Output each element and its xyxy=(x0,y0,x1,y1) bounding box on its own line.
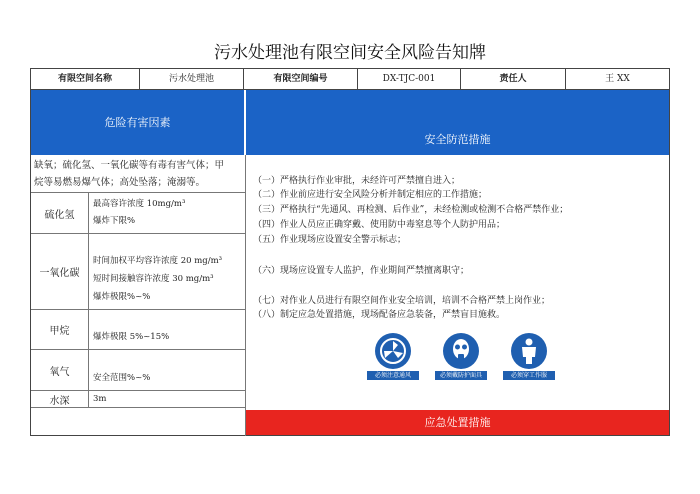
measures-heading: 安全防范措施 xyxy=(424,133,491,146)
space-name-value: 污水处理池 xyxy=(140,69,244,89)
workwear-sign xyxy=(503,333,555,380)
hazard-value: 时间加权平均容许浓度 20 mg/m³ xyxy=(93,256,223,266)
sign-label: 必须戴防护面具 xyxy=(435,371,487,380)
summary-line-1: 缺氧；硫化氢、一氧化碳等有毒有害气体；甲 xyxy=(34,160,225,171)
mask-sign xyxy=(435,333,487,380)
header-row xyxy=(31,69,669,90)
hazard-value: 3m xyxy=(93,394,107,404)
hazard-row xyxy=(31,234,245,310)
emergency-heading: 应急处置措施 xyxy=(246,410,669,435)
sign-label: 必须注意通风 xyxy=(367,371,419,380)
hazard-row xyxy=(31,350,245,391)
column-divider xyxy=(245,155,246,436)
summary-line-2: 烷等易燃易爆气体；高处坠落；淹溺等。 xyxy=(34,177,206,188)
measure-item: （三）严格执行“先通风、再检测、后作业”，未经检测或检测不合格严禁作业； xyxy=(253,205,569,215)
hazard-row xyxy=(31,193,245,234)
hazard-row xyxy=(31,391,245,408)
hazard-name: 氧气 xyxy=(31,350,89,390)
measure-item: （八）制定应急处置措施，现场配备应急装备，严禁盲目施救。 xyxy=(253,310,506,320)
hazard-summary xyxy=(31,155,245,193)
risk-notice-table xyxy=(30,68,670,436)
space-code-value: DX-TJC-001 xyxy=(358,69,461,89)
measure-item: （七）对作业人员进行有限空间作业安全培训，培训不合格严禁上岗作业； xyxy=(253,296,551,306)
gas-mask-icon xyxy=(443,333,479,369)
page-title: 污水处理池有限空间安全风险告知牌 xyxy=(214,43,486,63)
hazard-value: 安全范围%~% xyxy=(93,373,151,383)
hazard-row xyxy=(31,310,245,350)
space-code-label: 有限空间编号 xyxy=(244,69,358,89)
owner-label: 责任人 xyxy=(461,69,566,89)
measure-item: （一）严格执行作业审批，未经许可严禁擅自进入； xyxy=(253,176,461,186)
hazard-name: 甲烷 xyxy=(31,310,89,349)
ventilation-fan-icon xyxy=(375,333,411,369)
measure-item: （二）作业前应进行安全风险分析并制定相应的工作措施； xyxy=(253,190,488,200)
sign-label: 必须穿工作服 xyxy=(503,371,555,380)
measures-heading-block xyxy=(246,90,669,155)
owner-value: 王 XX xyxy=(605,74,630,84)
hazard-value: 爆炸极限%~% xyxy=(93,292,151,302)
hazards-heading: 危险有害因素 xyxy=(31,90,244,155)
hazard-value: 爆炸下限% xyxy=(93,216,136,226)
measure-item: （五）作业现场应设置安全警示标志； xyxy=(253,235,407,245)
hazard-name: 一氧化碳 xyxy=(31,234,89,309)
hazard-value: 爆炸极限 5%~15% xyxy=(93,332,170,342)
hazard-value: 短时间接触容许浓度 30 mg/m³ xyxy=(93,274,214,284)
hazard-value: 最高容许浓度 10mg/m³ xyxy=(93,199,186,209)
ventilation-sign xyxy=(367,333,419,380)
hazard-name: 硫化氢 xyxy=(31,193,89,233)
hazard-name: 水深 xyxy=(31,391,89,407)
measure-item: （六）现场应设置专人监护，作业期间严禁擅离职守； xyxy=(253,266,470,276)
workwear-icon xyxy=(511,333,547,369)
measure-item: （四）作业人员应正确穿戴、使用防中毒窒息等个人防护用品； xyxy=(253,220,506,230)
space-name-label: 有限空间名称 xyxy=(31,69,140,89)
